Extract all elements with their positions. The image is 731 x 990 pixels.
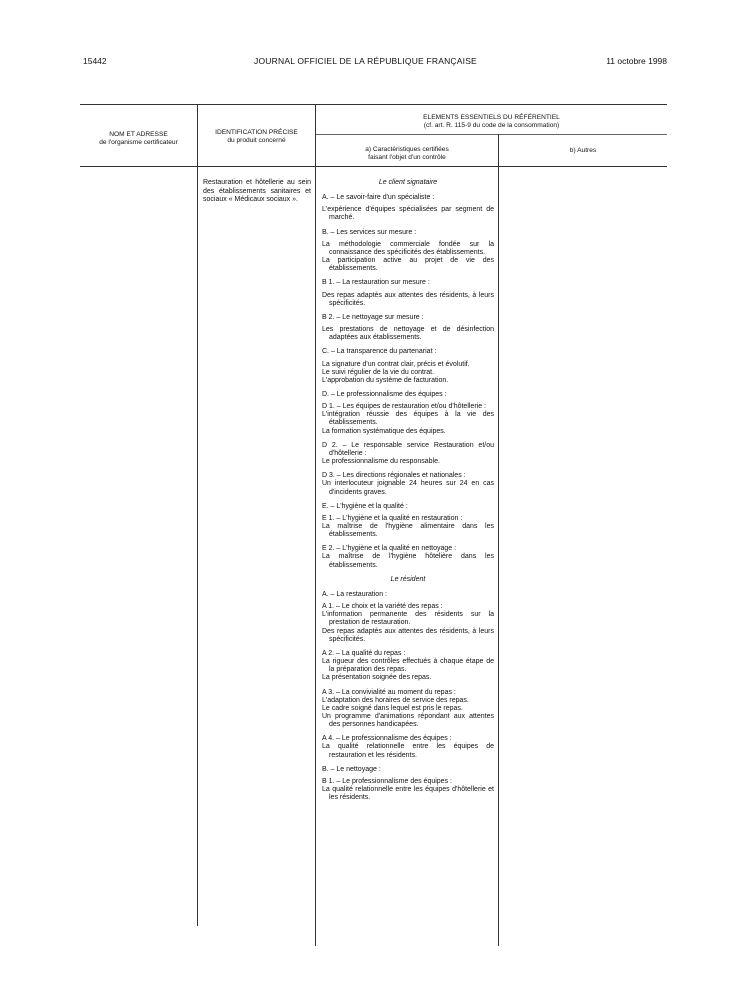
paragraph: La signature d'un contrat clair, précis et évolutif. <box>322 360 470 368</box>
paragraph: A 3. – La convivialité au moment du repas : <box>322 688 456 696</box>
paragraph: D 3. – Les directions régionales et nationales : <box>322 472 466 480</box>
paragraph: Un interlocuteur joignable 24 heures sur 24 en cas d'incidents graves. <box>322 480 494 496</box>
publication-date: 11 octobre 1998 <box>606 56 667 66</box>
section-title: Le résident <box>390 575 426 583</box>
paragraph: La formation systématique des équipes. <box>322 427 446 435</box>
product-description: Restauration et hôtellerie au sein des établissements sanitaires et sociaux « Médicaux sociaux ». <box>203 179 311 203</box>
paragraph: La méthodologie commerciale fondée sur la connaissance des spécificités des établissements. <box>322 240 494 256</box>
paragraph: La qualité relationnelle entre les équipes de restauration et les résidents. <box>322 743 494 759</box>
header-bottom-border <box>80 166 667 167</box>
group-header-divider <box>316 134 667 135</box>
paragraph: Les prestations de nettoyage et de désinfection adaptées aux établissements. <box>322 326 494 342</box>
group-header <box>316 114 667 129</box>
table-top-border <box>80 104 667 105</box>
paragraph: La qualité relationnelle entre les équipes d'hôtellerie et les résidents. <box>322 786 494 802</box>
paragraph: L'expérience d'équipes spécialisées par segment de marché. <box>322 206 494 222</box>
paragraph: Un programme d'animations répondant aux attentes des personnes handicapées. <box>322 712 494 729</box>
section-heading: A. – Le savoir-faire d'un spécialiste : <box>322 194 435 202</box>
paragraph: La maîtrise de l'hygiène alimentaire dans les établissements. <box>322 523 494 539</box>
col4-header-label: b) Autres <box>569 147 597 154</box>
characteristics-list <box>322 179 494 802</box>
col3-header-line1: a) Caractéristiques certifiées <box>365 146 449 153</box>
paragraph: Le suivi régulier de la vie du contrat. <box>322 368 435 376</box>
paragraph: Le cadre soigné dans lequel est pris le repas. <box>322 704 463 712</box>
col2-header-subtitle: du produit concerné <box>227 136 286 144</box>
paragraph: L'information permanente des résidents sur la prestation de restauration. <box>322 611 494 627</box>
col1-header <box>80 131 197 146</box>
column-divider-1 <box>197 104 198 926</box>
section-heading: C. – La transparence du partenariat : <box>322 348 437 356</box>
section-heading: B 2. – Le nettoyage sur mesure : <box>322 313 424 321</box>
page-number: 15442 <box>83 56 107 66</box>
section-heading: B. – Le nettoyage : <box>322 765 381 773</box>
paragraph: D 1. – Les équipes de restauration et/ou d'hôtellerie : <box>322 403 486 411</box>
paragraph: A 2. – La qualité du repas : <box>322 649 406 657</box>
paragraph: B 1. – Le professionnalisme des équipes : <box>322 777 452 785</box>
col2-header-title: IDENTIFICATION PRÉCISE <box>215 129 298 136</box>
paragraph: L'adaptation des horaires de service des repas. <box>322 696 469 704</box>
section-title: Le client signataire <box>378 179 438 186</box>
col1-header-subtitle: de l'organisme certificateur <box>99 138 178 146</box>
paragraph: L'approbation du système de facturation. <box>322 376 449 384</box>
col2-header <box>198 129 315 144</box>
col1-header-title: NOM ET ADRESSE <box>109 131 168 138</box>
section-heading: A. – La restauration : <box>322 590 387 598</box>
column-divider-2 <box>315 104 316 946</box>
paragraph: La participation active au projet de vie des établissements. <box>322 257 494 273</box>
paragraph: L'intégration réussie des équipes à la vie des établissements. <box>322 411 494 427</box>
section-heading: E. – L'hygiène et la qualité : <box>322 502 408 510</box>
paragraph: La rigueur des contrôles effectués à chaque étape de la préparation des repas. <box>322 658 494 674</box>
paragraph: A 1. – Le choix et la variété des repas : <box>322 603 443 611</box>
section-heading: B 1. – La restauration sur mesure : <box>322 279 430 287</box>
paragraph: Des repas adaptés aux attentes des résidents, à leurs spécificités. <box>322 627 494 643</box>
col3-header-line2: faisant l'objet d'un contrôle <box>368 153 446 161</box>
paragraph: La maîtrise de l'hygiène hôtelière dans les établissements. <box>322 553 494 569</box>
paragraph: A 4. – Le professionnalisme des équipes : <box>322 735 452 743</box>
column-divider-3 <box>498 134 499 946</box>
section-heading: D. – Le professionnalisme des équipes : <box>322 390 447 398</box>
paragraph: Le professionnalisme du responsable. <box>322 458 440 466</box>
col3-header <box>316 146 498 161</box>
journal-title: JOURNAL OFFICIEL DE LA RÉPUBLIQUE FRANÇAISE <box>254 56 477 66</box>
section-heading: B. – Les services sur mesure : <box>322 228 417 236</box>
col4-header <box>499 147 667 155</box>
paragraph: D 2. – Le responsable service Restauration et/ou d'hôtellerie : <box>322 441 494 457</box>
paragraph: E 2. – L'hygiène et la qualité en nettoyage : <box>322 545 457 553</box>
paragraph: La présentation soignée des repas. <box>322 674 432 682</box>
group-header-subtitle: (cf. art. R. 115-9 du code de la consommation) <box>423 121 560 129</box>
group-header-title: ELEMENTS ESSENTIELS DU RÉFÉRENTIEL <box>423 114 560 121</box>
paragraph: Des repas adaptés aux attentes des résidents, à leurs spécificités. <box>322 291 494 307</box>
paragraph: E 1. – L'hygiène et la qualité en restauration : <box>322 514 463 522</box>
